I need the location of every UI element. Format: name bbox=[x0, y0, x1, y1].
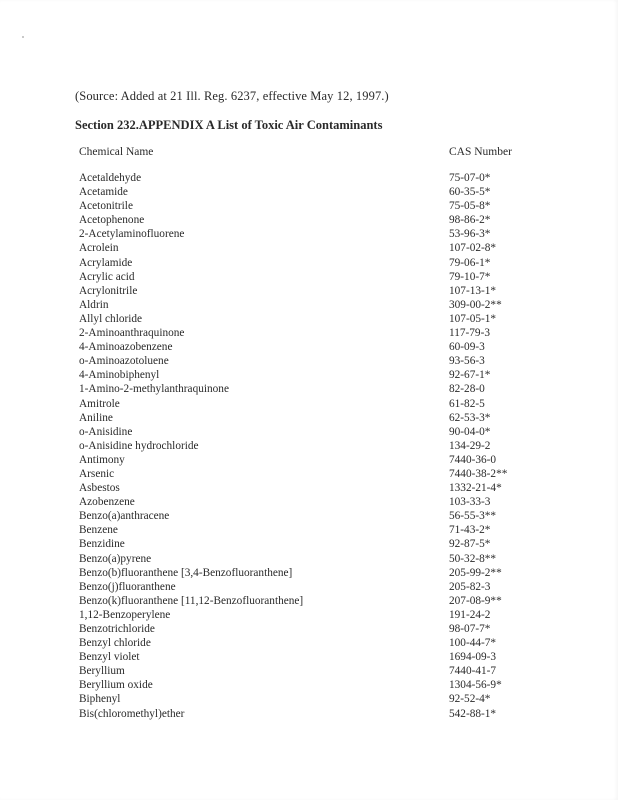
table-row bbox=[79, 270, 539, 284]
table-row bbox=[79, 622, 539, 636]
cas-number-cell: 82-28-0 bbox=[449, 383, 485, 396]
cas-number-cell: 92-52-4* bbox=[449, 693, 491, 706]
section-heading: Section 232.APPENDIX A List of Toxic Air Contaminants bbox=[75, 118, 383, 132]
chemical-name-cell: o-Anisidine bbox=[79, 425, 133, 438]
table-row bbox=[79, 664, 539, 678]
table-row bbox=[79, 537, 539, 551]
cas-number-cell: 56-55-3** bbox=[449, 510, 497, 523]
table-row bbox=[79, 425, 539, 439]
cas-number-cell: 60-09-3 bbox=[449, 341, 485, 354]
chemical-name-cell: Benzotrichloride bbox=[79, 623, 155, 635]
chemical-name-cell: Benzo(a)pyrene bbox=[79, 552, 152, 565]
cas-number-cell: 309-00-2** bbox=[449, 298, 502, 311]
cas-number-cell: 61-82-5 bbox=[449, 397, 485, 410]
table-row bbox=[79, 552, 539, 566]
cas-number-cell: 107-05-1* bbox=[449, 312, 497, 325]
chemical-name-cell: Benzene bbox=[79, 524, 118, 537]
table-row bbox=[79, 397, 539, 411]
cas-number-cell: 62-53-3* bbox=[449, 411, 491, 424]
table-row bbox=[79, 340, 539, 354]
cas-number-cell: 50-32-8** bbox=[449, 552, 497, 565]
table-row bbox=[79, 354, 539, 368]
cas-number-cell: 92-67-1* bbox=[449, 369, 491, 382]
table-row bbox=[79, 199, 539, 213]
chemical-name-cell: 2-Aminoanthraquinone bbox=[79, 327, 185, 340]
cas-number-cell: 207-08-9** bbox=[449, 594, 502, 607]
table-row bbox=[79, 566, 539, 580]
chemical-name-cell: 1-Amino-2-methylanthraquinone bbox=[79, 383, 229, 396]
table-row bbox=[79, 636, 539, 650]
table-row bbox=[79, 467, 539, 481]
cas-number-cell: 205-99-2** bbox=[449, 566, 502, 579]
cas-number-cell: 75-07-0* bbox=[449, 172, 491, 184]
chemical-name-cell: 1,12-Benzoperylene bbox=[79, 608, 171, 621]
chemical-name-cell: Amitrole bbox=[79, 397, 120, 410]
table-row bbox=[79, 707, 539, 721]
table-row bbox=[79, 227, 539, 241]
table-row bbox=[79, 495, 539, 509]
table-row bbox=[79, 439, 539, 453]
scan-speck bbox=[22, 36, 24, 38]
chemical-name-cell: Benzo(j)fluoranthene bbox=[79, 580, 176, 593]
column-header-cas-number: CAS Number bbox=[449, 146, 512, 158]
chemical-name-cell: Acetonitrile bbox=[79, 200, 133, 213]
chemical-name-cell: Acetophenone bbox=[79, 214, 145, 227]
table-row bbox=[79, 171, 539, 185]
table-row bbox=[79, 185, 539, 199]
table-row bbox=[79, 509, 539, 523]
cas-number-cell: 205-82-3 bbox=[449, 580, 491, 593]
cas-number-cell: 90-04-0* bbox=[449, 425, 491, 438]
chemical-name-cell: Acrolein bbox=[79, 242, 119, 255]
cas-number-cell: 100-44-7* bbox=[449, 637, 497, 650]
table-row bbox=[79, 326, 539, 340]
chemical-name-cell: Acetamide bbox=[79, 186, 128, 199]
chemical-name-cell: Acetaldehyde bbox=[79, 172, 142, 184]
table-row bbox=[79, 580, 539, 594]
cas-number-cell: 75-05-8* bbox=[449, 200, 491, 213]
cas-number-cell: 7440-41-7 bbox=[449, 665, 497, 678]
table-row bbox=[79, 312, 539, 326]
table-row bbox=[79, 256, 539, 270]
chemical-name-cell: Acrylonitrile bbox=[79, 284, 138, 297]
chemical-name-cell: Aldrin bbox=[79, 298, 109, 311]
cas-number-cell: 7440-36-0 bbox=[449, 453, 497, 466]
cas-number-cell: 98-86-2* bbox=[449, 214, 491, 227]
chemical-name-cell: Benzo(a)anthracene bbox=[79, 510, 170, 523]
table-row bbox=[79, 608, 539, 622]
chemical-name-cell: 4-Aminobiphenyl bbox=[79, 369, 160, 382]
table-row bbox=[79, 650, 539, 664]
chemical-name-cell: Benzo(k)fluoranthene [11,12-Benzofluoranthene] bbox=[79, 594, 304, 607]
table-row bbox=[79, 411, 539, 425]
table-row bbox=[79, 382, 539, 396]
chemical-name-cell: Benzidine bbox=[79, 538, 125, 551]
cas-number-cell: 1694-09-3 bbox=[449, 651, 497, 664]
chemical-name-cell: Benzyl chloride bbox=[79, 637, 151, 650]
chemical-name-cell: 4-Aminoazobenzene bbox=[79, 341, 173, 354]
cas-number-cell: 542-88-1* bbox=[449, 707, 497, 720]
chemical-name-cell: Allyl chloride bbox=[79, 312, 143, 325]
cas-number-cell: 79-06-1* bbox=[449, 256, 491, 269]
table-row bbox=[79, 284, 539, 298]
source-note: (Source: Added at 21 Ill. Reg. 6237, effective May 12, 1997.) bbox=[75, 89, 389, 103]
cas-number-cell: 134-29-2 bbox=[449, 439, 491, 452]
chemical-name-cell: Benzyl violet bbox=[79, 651, 140, 664]
chemical-name-cell: Azobenzene bbox=[79, 496, 135, 509]
chemical-name-cell: 2-Acetylaminofluorene bbox=[79, 228, 185, 241]
chemical-name-cell: Asbestos bbox=[79, 482, 120, 495]
table-row bbox=[79, 692, 539, 706]
cas-number-cell: 79-10-7* bbox=[449, 270, 491, 283]
chemical-name-cell: o-Aminoazotoluene bbox=[79, 355, 169, 368]
toxic-contaminants-table bbox=[79, 171, 539, 721]
chemical-name-cell: o-Anisidine hydrochloride bbox=[79, 439, 199, 452]
table-row bbox=[79, 523, 539, 537]
chemical-name-cell: Antimony bbox=[79, 453, 125, 466]
cas-number-cell: 93-56-3 bbox=[449, 355, 485, 368]
cas-number-cell: 7440-38-2** bbox=[449, 467, 508, 480]
table-row bbox=[79, 298, 539, 312]
table-row bbox=[79, 368, 539, 382]
cas-number-cell: 92-87-5* bbox=[449, 538, 491, 551]
column-header-chemical-name: Chemical Name bbox=[79, 146, 154, 158]
cas-number-cell: 71-43-2* bbox=[449, 524, 491, 537]
table-row bbox=[79, 481, 539, 495]
cas-number-cell: 103-33-3 bbox=[449, 496, 491, 509]
chemical-name-cell: Acrylamide bbox=[79, 256, 133, 269]
table-row bbox=[79, 594, 539, 608]
cas-number-cell: 117-79-3 bbox=[449, 327, 490, 340]
chemical-name-cell: Arsenic bbox=[79, 467, 115, 480]
chemical-name-cell: Biphenyl bbox=[79, 693, 121, 706]
chemical-name-cell: Beryllium oxide bbox=[79, 679, 153, 692]
table-row bbox=[79, 453, 539, 467]
cas-number-cell: 53-96-3* bbox=[449, 228, 491, 241]
chemical-name-cell: Benzo(b)fluoranthene [3,4-Benzofluoranthene] bbox=[79, 566, 293, 579]
table-row bbox=[79, 241, 539, 255]
chemical-name-cell: Aniline bbox=[79, 411, 113, 424]
cas-number-cell: 98-07-7* bbox=[449, 623, 491, 635]
cas-number-cell: 107-13-1* bbox=[449, 284, 497, 297]
cas-number-cell: 60-35-5* bbox=[449, 186, 491, 199]
table-row bbox=[79, 678, 539, 692]
cas-number-cell: 191-24-2 bbox=[449, 608, 491, 621]
cas-number-cell: 1332-21-4* bbox=[449, 482, 502, 495]
cas-number-cell: 107-02-8* bbox=[449, 242, 497, 255]
table-row bbox=[79, 213, 539, 227]
chemical-name-cell: Beryllium bbox=[79, 665, 125, 678]
cas-number-cell: 1304-56-9* bbox=[449, 679, 502, 692]
chemical-name-cell: Bis(chloromethyl)ether bbox=[79, 707, 185, 720]
chemical-name-cell: Acrylic acid bbox=[79, 270, 135, 283]
